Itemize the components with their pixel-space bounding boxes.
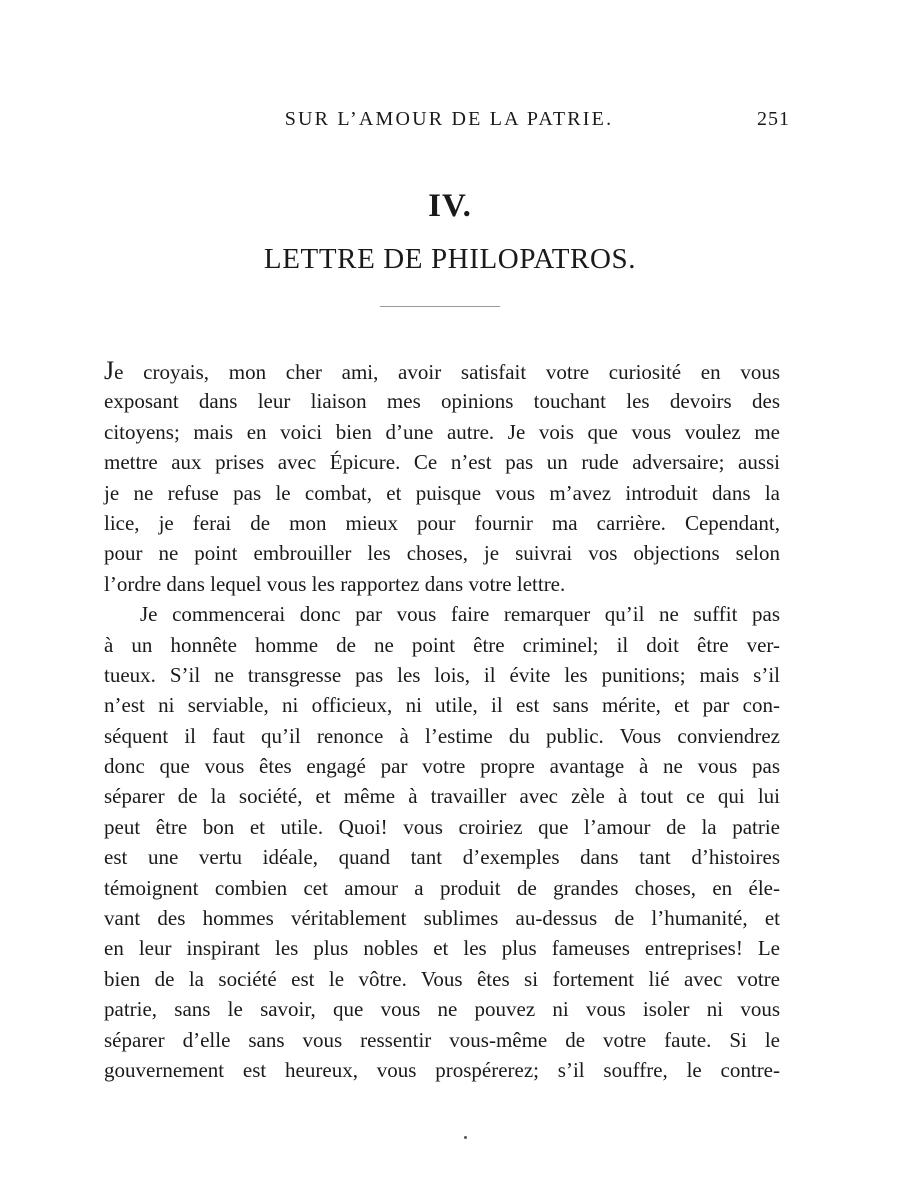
text-line: en leur inspirant les plus nobles et les plus fameuses entreprises! Le <box>104 936 780 961</box>
letter-number: IV. <box>428 188 472 224</box>
title-divider <box>380 306 500 307</box>
text-line: donc que vous êtes engagé par votre propre avantage à ne vous pas <box>104 754 780 779</box>
text-line: est une vertu idéale, quand tant d’exemples dans tant d’histoires <box>104 845 780 870</box>
text-line: tueux. S’il ne transgresse pas les lois, il évite les punitions; mais s’il <box>104 662 780 687</box>
body-text <box>104 356 780 1085</box>
text-line: Je commencerai donc par vous faire remarquer qu’il ne suffit pas <box>140 602 780 627</box>
letter-title: LETTRE DE PHILOPATROS. <box>263 243 637 275</box>
text-line: vant des hommes véritablement sublimes au-dessus de l’humanité, et <box>104 906 780 931</box>
running-title: SUR L’AMOUR DE LA PATRIE. <box>284 108 614 130</box>
text-line: patrie, sans le savoir, que vous ne pouvez ni vous isoler ni vous <box>104 997 780 1022</box>
printer-dot-mark <box>464 1136 467 1139</box>
drop-capital: J <box>104 356 115 385</box>
text-line: témoignent combien cet amour a produit de grandes choses, en éle- <box>104 875 780 900</box>
text-line: gouvernement est heureux, vous prospérerez; s’il souffre, le contre- <box>104 1057 780 1082</box>
text-line: je ne refuse pas le combat, et puisque vous m’avez introduit dans la <box>104 480 780 505</box>
text-line: l’ordre dans lequel vous les rapportez dans votre lettre. <box>104 571 566 596</box>
text-line: lice, je ferai de mon mieux pour fournir ma carrière. Cependant, <box>104 510 780 535</box>
text-line: n’est ni serviable, ni officieux, ni utile, il est sans mérite, et par con- <box>104 693 780 718</box>
text-line: séparer de la société, et même à travailler avec zèle à tout ce qui lui <box>104 784 780 809</box>
text-line-rest: e croyais, mon cher ami, avoir satisfait votre curiosité en vous <box>114 360 780 384</box>
text-line: à un honnête homme de ne point être criminel; il doit être ver- <box>104 632 780 657</box>
text-line: exposant dans leur liaison mes opinions touchant les devoirs des <box>104 389 780 414</box>
running-header <box>100 108 790 138</box>
text-line: pour ne point embrouiller les choses, je suivrai vos objections selon <box>104 541 780 566</box>
text-line: bien de la société est le vôtre. Vous êtes si fortement lié avec votre <box>104 966 780 991</box>
paragraph-1 <box>104 356 780 599</box>
text-line: mettre aux prises avec Épicure. Ce n’est pas un rude adversaire; aussi <box>104 450 780 475</box>
text-line: citoyens; mais en voici bien d’une autre. Je vois que vous voulez me <box>104 419 780 444</box>
text-line: séquent il faut qu’il renonce à l’estime du public. Vous conviendrez <box>104 723 780 748</box>
text-line <box>104 356 780 386</box>
paragraph-2 <box>104 599 780 1085</box>
text-line: séparer d’elle sans vous ressentir vous-même de votre faute. Si le <box>104 1027 780 1052</box>
page-number: 251 <box>757 108 790 130</box>
text-line: peut être bon et utile. Quoi! vous croiriez que l’amour de la patrie <box>104 814 780 839</box>
